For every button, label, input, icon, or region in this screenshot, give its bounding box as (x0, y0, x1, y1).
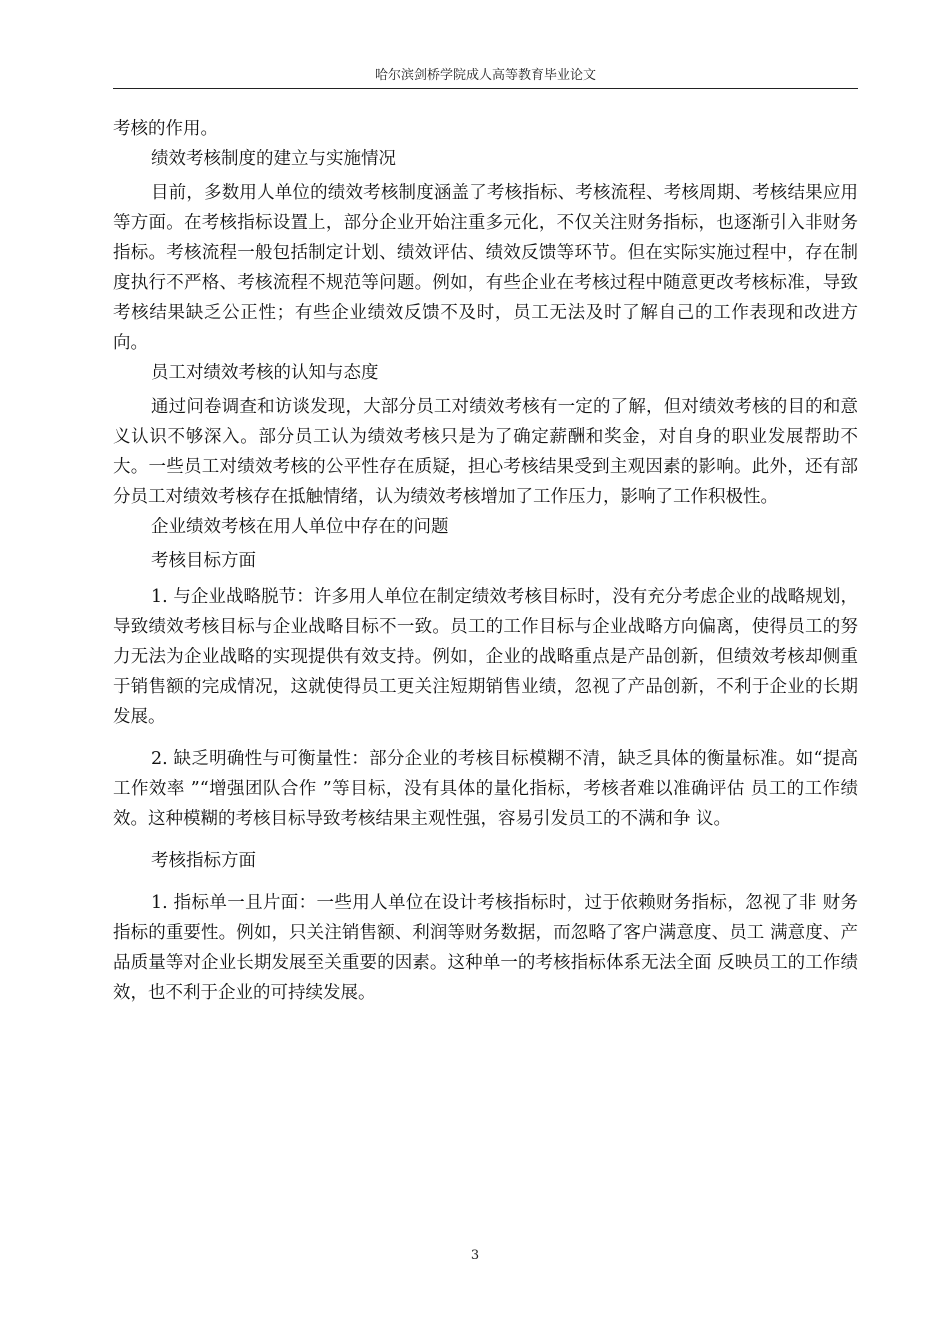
paragraph-attitude: 通过问卷调查和访谈发现，大部分员工对绩效考核有一定的了解，但对绩效考核的目的和意义认识不够深入。部分员工认为绩效考核只是为了确定薪酬和奖金，对自身的职业发展帮助不大。一些员工对绩效考核的公平性存在质疑，担心考核结果受到主观因素的影响。此外，还有部分员工对绩效考核存在抵触情绪，认为绩效考核增加了工作压力，影响了工作积极性。 (113, 397, 858, 507)
section-heading-attitude: 员工对绩效考核的认知与态度 (151, 363, 379, 383)
paragraph-continuation: 考核的作用。 (113, 119, 218, 139)
paragraph-indicators-1: 1. 指标单一且片面：一些用人单位在设计考核指标时，过于依赖财务指标，忽视了非 财务指标的重要性。例如，只关注销售额、利润等财务数据，而忽略了客户满意度、员工 满意度、产品质量等对企业长期发展至关重要的因素。这种单一的考核指标体系无法全面 反映员工的工作绩效，也不利于企业的可持续发展。 (113, 893, 858, 1003)
paragraph-goals-1: 1. 与企业战略脱节：许多用人单位在制定绩效考核目标时，没有充分考虑企业的战略规划，导致绩效考核目标与企业战略目标不一致。员工的工作目标与企业战略方向偏离，使得员工的努力无法为企业战略的实现提供有效支持。例如，企业的战略重点是产品创新，但绩效考核却侧重于销售额的完成情况，这就使得员工更关注短期销售业绩，忽视了产品创新，不利于企业的长期发展。 (113, 587, 858, 727)
subsection-heading-goals: 考核目标方面 (151, 551, 256, 571)
section-heading-problems: 企业绩效考核在用人单位中存在的问题 (151, 517, 449, 537)
paragraph-system: 目前，多数用人单位的绩效考核制度涵盖了考核指标、考核流程、考核周期、考核结果应用等方面。在考核指标设置上，部分企业开始注重多元化，不仅关注财务指标，也逐渐引入非财务指标。考核流程一般包括制定计划、绩效评估、绩效反馈等环节。但在实际实施过程中，存在制度执行不严格、考核流程不规范等问题。例如，有些企业在考核过程中随意更改考核标准，导致考核结果缺乏公正性；有些企业绩效反馈不及时，员工无法及时了解自己的工作表现和改进方向。 (113, 183, 858, 353)
paragraph-goals-2: 2. 缺乏明确性与可衡量性：部分企业的考核目标模糊不清，缺乏具体的衡量标准。如“提高工作效率 ”“增强团队合作 ”等目标，没有具体的量化指标，考核者难以准确评估 员工的工作绩效。这种模糊的考核目标导致考核结果主观性强，容易引发员工的不满和争 议。 (113, 749, 859, 829)
page-header: 哈尔滨剑桥学院成人高等教育毕业论文 (374, 68, 596, 83)
page-number: 3 (470, 1248, 480, 1263)
subsection-heading-indicators: 考核指标方面 (151, 851, 256, 871)
section-heading-system: 绩效考核制度的建立与实施情况 (151, 149, 396, 169)
header-rule (113, 88, 858, 89)
document-body (113, 114, 858, 1008)
